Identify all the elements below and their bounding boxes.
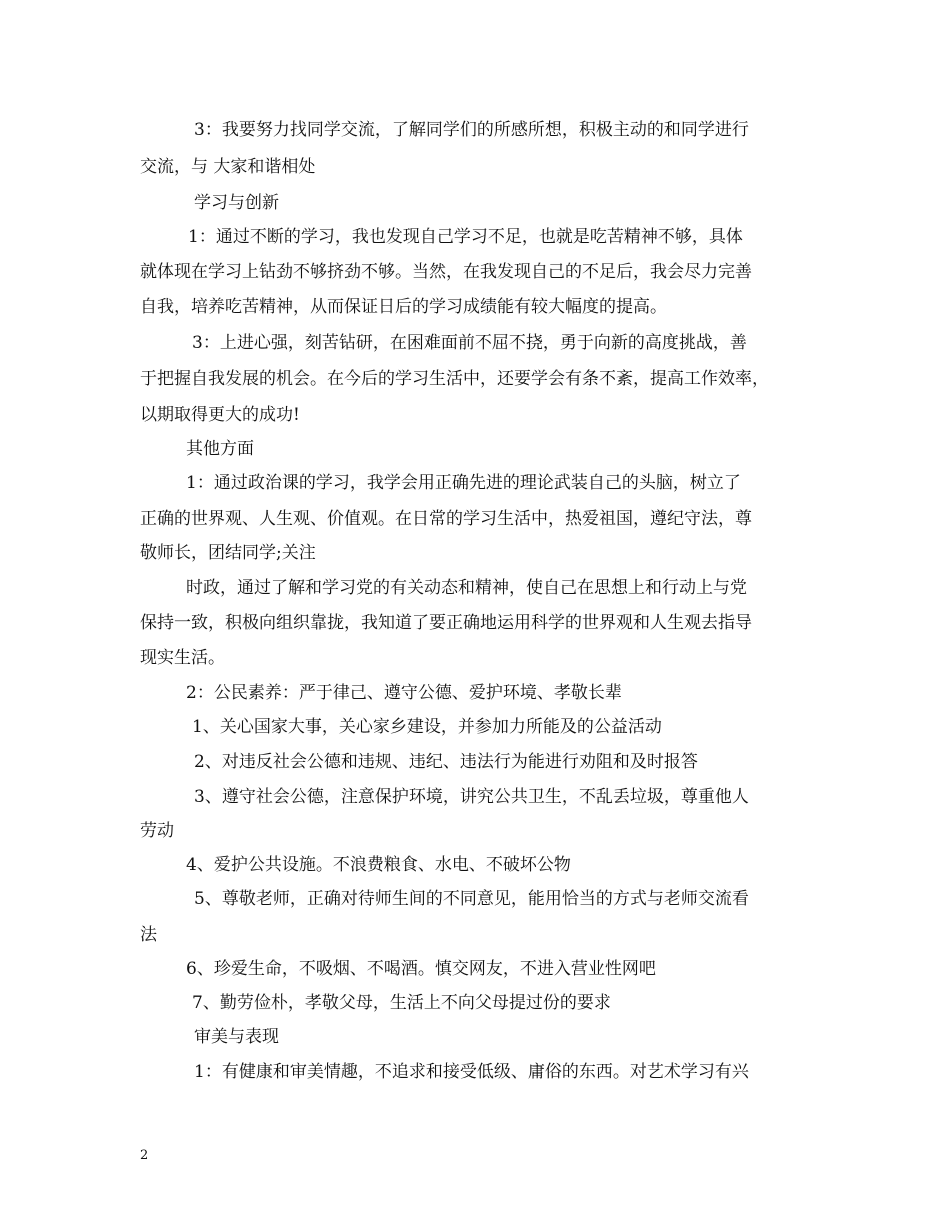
section-heading-other-aspects: 其他方面 xyxy=(186,439,254,459)
section-heading-learning-innovation: 学习与创新 xyxy=(194,193,279,213)
list-item: 5、尊敬老师，正确对待师生间的不同意见，能用恰当的方式与老师交流看 xyxy=(194,889,749,909)
list-item: 7、勤劳俭朴，孝敬父母，生活上不向父母提过份的要求 xyxy=(192,993,611,1013)
list-item: 3、遵守社会公德，注意保护环境，讲究公共卫生，不乱丢垃圾，尊重他人 xyxy=(194,787,749,807)
text-line: 3：上进心强，刻苦钻研，在困难面前不屈不挠，勇于向新的高度挑战，善 xyxy=(192,333,747,353)
text-line: 保持一致，积极向组织靠拢，我知道了要正确地运用科学的世界观和人生观去指导 xyxy=(140,613,752,633)
text-line: 于把握自我发展的机会。在今后的学习生活中，还要学会有条不紊，提高工作效率， xyxy=(140,369,769,389)
section-heading-aesthetics: 审美与表现 xyxy=(194,1027,279,1047)
text-line: 正确的世界观、人生观、价值观。在日常的学习生活中，热爱祖国，遵纪守法，尊 xyxy=(140,509,752,529)
text-line: 法 xyxy=(140,925,157,945)
text-line: 时政，通过了解和学习党的有关动态和精神，使自己在思想上和行动上与党 xyxy=(186,578,747,598)
text-line: 就体现在学习上钻劲不够挤劲不够。当然，在我发现自己的不足后，我会尽力完善 xyxy=(140,262,752,282)
list-item: 2、对违反社会公德和违规、违纪、违法行为能进行劝阻和及时报答 xyxy=(194,752,698,772)
list-item: 4、爱护公共设施。不浪费粮食、水电、不破坏公物 xyxy=(186,855,571,875)
text-line: 现实生活。 xyxy=(140,648,225,668)
text-line: 3：我要努力找同学交流，了解同学们的所感所想，积极主动的和同学进行 xyxy=(194,120,749,140)
text-line: 劳动 xyxy=(140,821,174,841)
page-number: 2 xyxy=(140,1148,149,1163)
text-line: 自我，培养吃苦精神，从而保证日后的学习成绩能有较大幅度的提高。 xyxy=(140,297,667,317)
text-line: 1：有健康和审美情趣，不追求和接受低级、庸俗的东西。对艺术学习有兴 xyxy=(194,1062,749,1082)
text-line: 2：公民素养：严于律己、遵守公德、爱护环境、孝敬长辈 xyxy=(186,683,622,703)
list-item: 1、关心国家大事，关心家乡建设，并参加力所能及的公益活动 xyxy=(192,717,662,737)
text-line: 1：通过政治课的学习，我学会用正确先进的理论武装自己的头脑，树立了 xyxy=(186,473,741,493)
text-line: 交流，与 大家和谐相处 xyxy=(140,157,316,177)
text-line: 1：通过不断的学习，我也发现自己学习不足，也就是吃苦精神不够，具体 xyxy=(188,227,743,247)
list-item: 6、珍爱生命，不吸烟、不喝酒。慎交网友，不进入营业性网吧 xyxy=(186,959,656,979)
text-line: 以期取得更大的成功! xyxy=(140,405,300,425)
text-line: 敬师长，团结同学;关注 xyxy=(140,543,316,563)
